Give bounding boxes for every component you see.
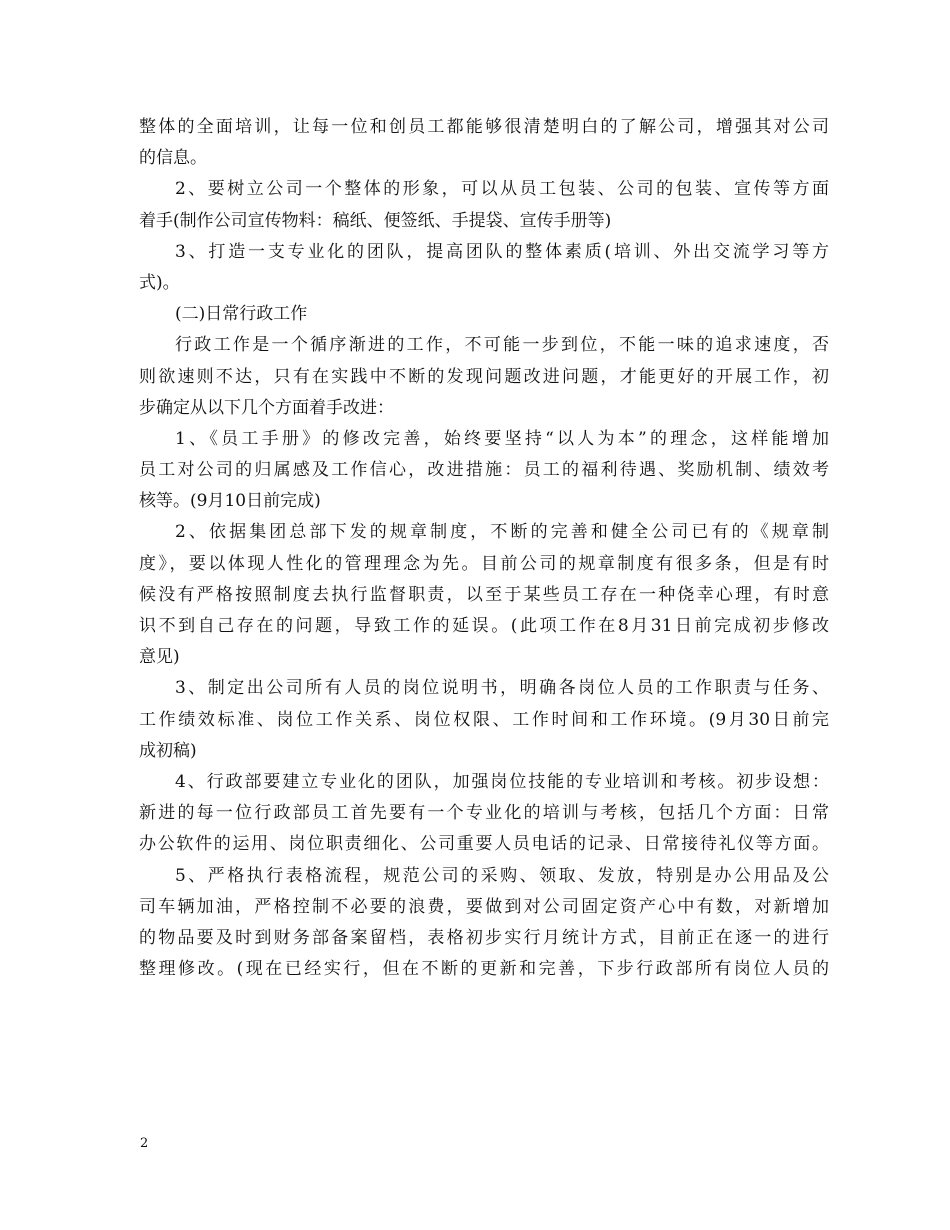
page-number: 2: [140, 1136, 149, 1151]
text-line: 行政工作是一个循序渐进的工作，不可能一步到位，不能一味的追求速度，否: [175, 335, 829, 356]
text-line: 3、制定出公司所有人员的岗位说明书，明确各岗位人员的工作职责与任务、: [175, 678, 829, 699]
text-line: 候没有严格按照制度去执行监督职责，以至于某些员工存在一种侥幸心理，有时意: [139, 584, 829, 605]
text-line: 则欲速则不达，只有在实践中不断的发现问题改进问题，才能更好的开展工作，初: [139, 366, 829, 387]
text-line: 整理修改。(现在已经实行，但在不断的更新和完善，下步行政部所有岗位人员的: [139, 959, 829, 980]
text-line: 着手(制作公司宣传物料：稿纸、便签纸、手提袋、宣传手册等): [139, 210, 612, 231]
text-line: 员工对公司的归属感及工作信心，改进措施：员工的福利待遇、奖励机制、绩效考: [139, 460, 829, 481]
text-line: 司车辆加油，严格控制不必要的浪费，要做到对公司固定资产心中有数，对新增加: [139, 896, 829, 917]
text-line: (二)日常行政工作: [175, 304, 308, 325]
text-line: 5、严格执行表格流程，规范公司的采购、领取、发放，特别是办公用品及公: [175, 865, 829, 886]
text-line: 成初稿): [139, 740, 197, 761]
text-line: 办公软件的运用、岗位职责细化、公司重要人员电话的记录、日常接待礼仪等方面。: [139, 834, 829, 855]
text-line: 步确定从以下几个方面着手改进：: [139, 397, 394, 418]
text-line: 的物品要及时到财务部备案留档，表格初步实行月统计方式，目前正在逐一的进行: [139, 927, 829, 948]
text-line: 式)。: [139, 272, 180, 293]
text-line: 的信息。: [139, 148, 207, 169]
text-line: 意见): [139, 647, 180, 668]
text-line: 2、要树立公司一个整体的形象，可以从员工包装、公司的包装、宣传等方面: [175, 179, 829, 200]
text-line: 2、依据集团总部下发的规章制度，不断的完善和健全公司已有的《规章制: [175, 522, 829, 543]
text-line: 3、打造一支专业化的团队，提高团队的整体素质(培训、外出交流学习等方: [175, 241, 829, 262]
text-line: 新进的每一位行政部员工首先要有一个专业化的培训与考核，包括几个方面：日常: [139, 803, 829, 824]
text-line: 整体的全面培训，让每一位和创员工都能够很清楚明白的了解公司，增强其对公司: [139, 117, 829, 137]
text-line: 4、行政部要建立专业化的团队，加强岗位技能的专业培训和考核。初步设想：: [175, 771, 829, 792]
document-body: [139, 112, 829, 985]
text-line: 识不到自己存在的问题，导致工作的延误。(此项工作在8月31日前完成初步修改: [139, 616, 829, 636]
text-line: 核等。(9月10日前完成): [139, 491, 321, 512]
text-line: 工作绩效标准、岗位工作关系、岗位权限、工作时间和工作环境。(9月30日前完: [139, 709, 829, 730]
text-line: 1、《员工手册》的修改完善，始终要坚持“以人为本”的理念，这样能增加: [175, 428, 829, 449]
text-line: 度》，要以体现人性化的管理理念为先。目前公司的规章制度有很多条，但是有时: [139, 553, 829, 574]
